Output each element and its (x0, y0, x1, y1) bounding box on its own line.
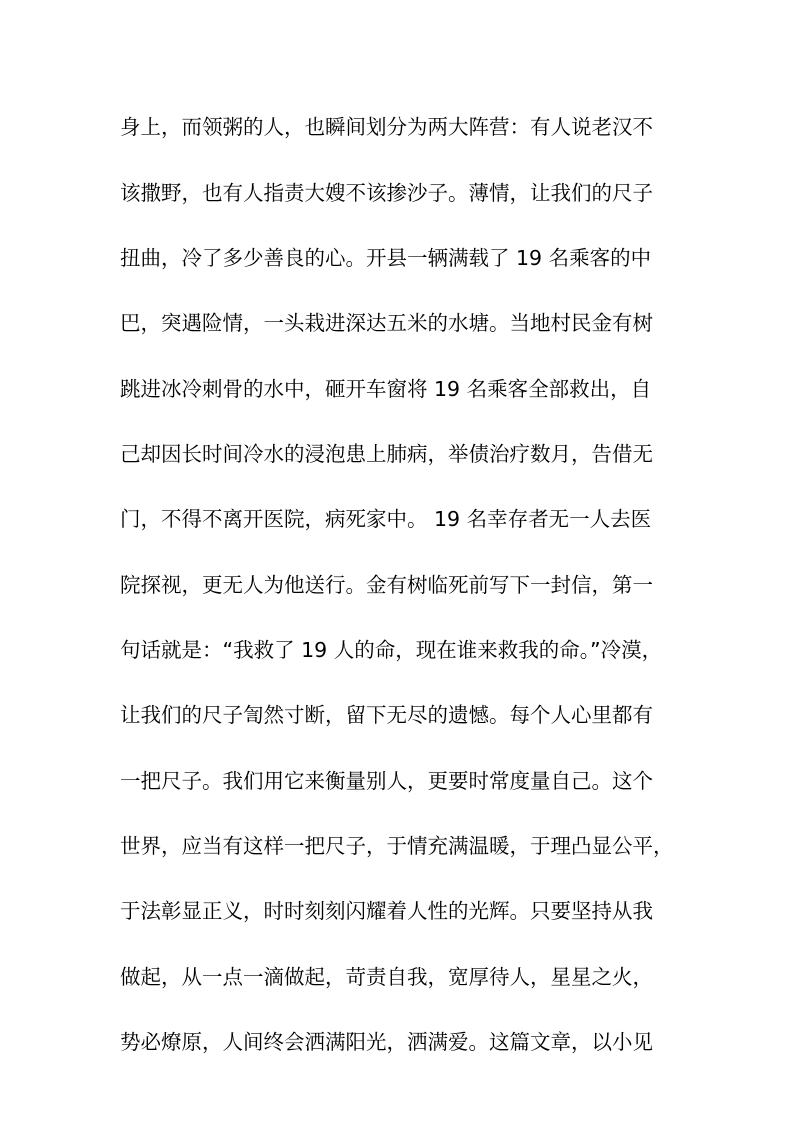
text-line-9: 句话就是：“我救了 19 人的命，现在谁来救我的命。”冷漠， (120, 638, 663, 662)
text-line-2: 该撒野，也有人指责大嫂不该掺沙子。薄情，让我们的尺子 (120, 181, 653, 205)
text-line-15: 势必燎原，人间终会洒满阳光，洒满爱。这篇文章，以小见 (120, 1030, 653, 1054)
text-line-8: 院探视，更无人为他送行。金有树临死前写下一封信，第一 (120, 573, 653, 597)
text-line-13: 于法彰显正义，时时刻刻闪耀着人性的光辉。只要坚持从我 (120, 899, 653, 923)
text-line-11: 一把尺子。我们用它来衡量别人，更要时常度量自己。这个 (120, 769, 653, 793)
text-line-14: 做起，从一点一滴做起，苛责自我，宽厚待人，星星之火， (120, 965, 653, 989)
text-line-7: 门，不得不离开医院，病死家中。 19 名幸存者无一人去医 (120, 507, 652, 531)
text-line-5: 跳进冰冷刺骨的水中，砸开车窗将 19 名乘客全部救出，自 (120, 377, 652, 401)
text-line-3: 扭曲，冷了多少善良的心。开县一辆满载了 19 名乘客的中 (120, 246, 652, 270)
text-line-10: 让我们的尺子訇然寸断，留下无尽的遗憾。每个人心里都有 (120, 703, 653, 727)
text-line-12: 世界，应当有这样一把尺子，于情充满温暖，于理凸显公平， (120, 834, 674, 858)
text-line-6: 己却因长时间冷水的浸泡患上肺病，举债治疗数月，告借无 (120, 442, 653, 466)
text-line-4: 巴，突遇险情，一头栽进深达五米的水塘。当地村民金有树 (120, 311, 653, 335)
text-line-1: 身上，而领粥的人，也瞬间划分为两大阵营：有人说老汉不 (120, 115, 653, 139)
